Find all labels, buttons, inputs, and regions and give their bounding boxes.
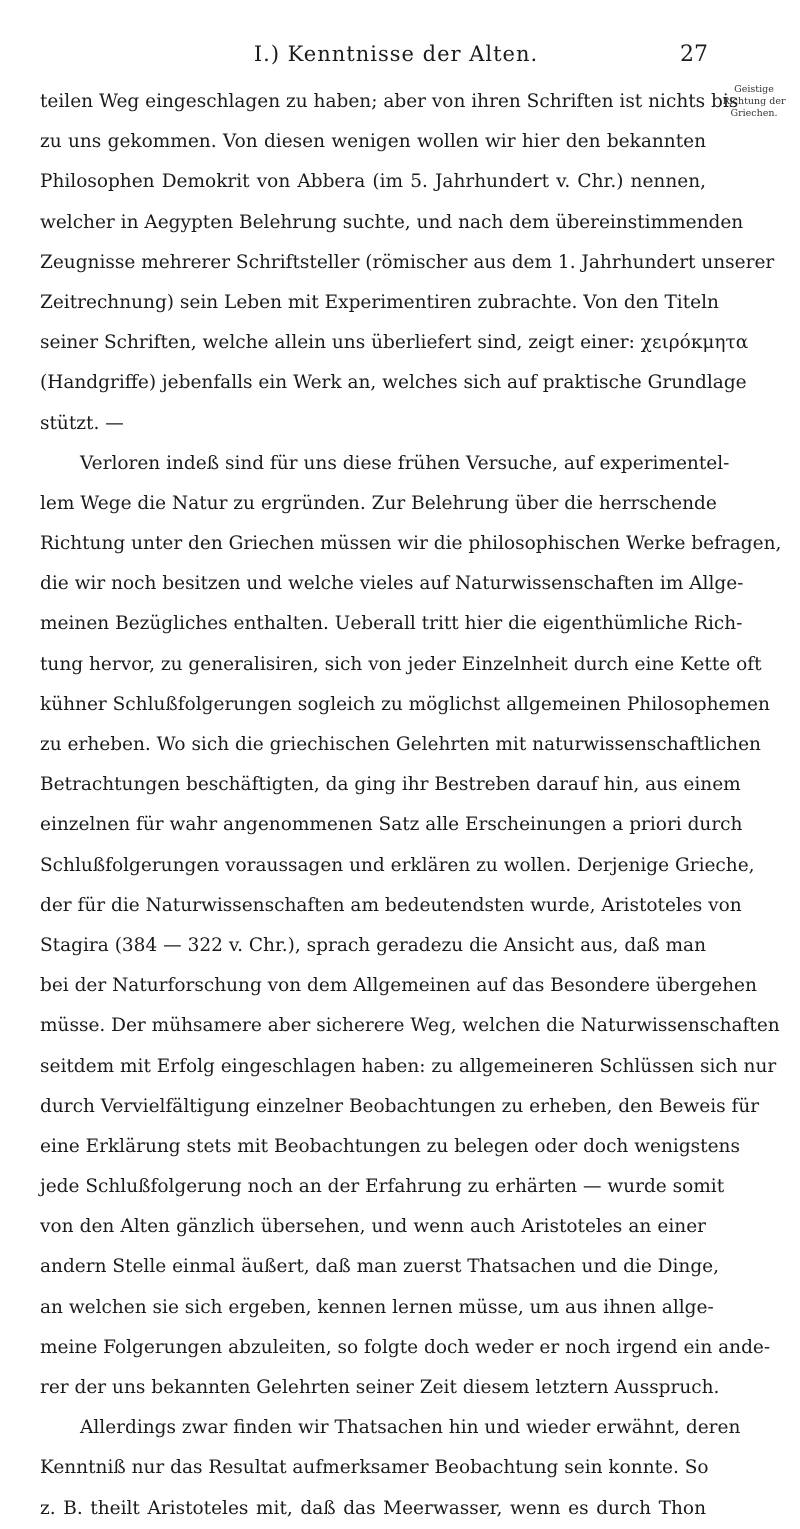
text-line: meine Folgerungen abzuleiten, so folgte doch weder er noch irgend ein ande-	[40, 1336, 771, 1358]
text-line: Philosophen Demokrit von Abbera (im 5. Jahrhundert v. Chr.) nennen,	[40, 171, 706, 193]
text-line: andern Stelle einmal äußert, daß man zuerst Thatsachen und die Dinge,	[40, 1256, 720, 1278]
text-line: Betrachtungen beschäftigten, da ging ihr Bestreben darauf hin, aus einem	[40, 774, 741, 796]
marginal-note: Geistige Richtung der Griechen.	[722, 84, 786, 119]
text-line: seiner Schriften, welche allein uns überliefert sind, zeigt einer: χειρόκμητα	[40, 332, 749, 354]
text-line: welcher in Aegypten Belehrung suchte, und nach dem übereinstimmenden	[40, 211, 744, 233]
text-line: zu erheben. Wo sich die griechischen Gelehrten mit naturwissenschaftlichen	[40, 734, 761, 755]
text-line: tung hervor, zu generalisiren, sich von jeder Einzelnheit durch eine Kette oft	[40, 653, 762, 675]
paragraph-start-line: Verloren indeß sind für uns diese frühen Versuche, auf experimentel-	[80, 452, 730, 474]
text-line: Kenntniß nur das Resultat aufmerksamer Beobachtung sein konnte. So	[40, 1457, 709, 1479]
text-line: die wir noch besitzen und welche vieles auf Naturwissenschaften im Allge-	[40, 573, 744, 595]
running-head: I.) Kenntnisse der Alten.	[253, 42, 539, 66]
text-line: kühner Schlußfolgerungen sogleich zu möglichst allgemeinen Philosophemen	[40, 693, 770, 715]
text-line: lem Wege die Natur zu ergründen. Zur Belehrung über die herrschende	[40, 492, 717, 514]
text-line: z. B. theilt Aristoteles mit, daß das Meerwasser, wenn es durch Thon	[40, 1497, 706, 1519]
text-line: teilen Weg eingeschlagen zu haben; aber von ihren Schriften ist nichts bis	[40, 91, 739, 112]
text-line: müsse. Der mühsamere aber sicherere Weg, welchen die Naturwissenschaften	[40, 1015, 780, 1037]
page-number: 27	[680, 42, 708, 67]
text-line: zu uns gekommen. Von diesen wenigen wollen wir hier den bekannten	[40, 131, 706, 153]
text-line: Zeitrechnung) sein Leben mit Experimentiren zubrachte. Von den Titeln	[40, 291, 719, 313]
page-header	[84, 42, 708, 72]
text-line: bei der Naturforschung von dem Allgemeinen auf das Besondere übergehen	[40, 975, 757, 997]
text-line: (Handgriffe) jebenfalls ein Werk an, welches sich auf praktische Grundlage	[40, 372, 747, 394]
text-line: von den Alten gänzlich übersehen, und wenn auch Aristoteles an einer	[40, 1216, 706, 1238]
text-line: rer der uns bekannten Gelehrten seiner Zeit diesem letztern Ausspruch.	[40, 1377, 720, 1398]
text-line: eine Erklärung stets mit Beobachtungen zu belegen oder doch wenigstens	[40, 1135, 740, 1157]
text-line: Schlußfolgerungen voraussagen und erklären zu wollen. Derjenige Grieche,	[40, 854, 755, 876]
paragraph-start-line: Allerdings zwar finden wir Thatsachen hin und wieder erwähnt, deren	[80, 1417, 741, 1439]
text-line: durch Vervielfältigung einzelner Beobachtungen zu erheben, den Beweis für	[40, 1095, 760, 1117]
text-line: meinen Bezügliches enthalten. Ueberall tritt hier die eigenthümliche Rich-	[40, 613, 743, 635]
text-line: an welchen sie sich ergeben, kennen lernen müsse, um aus ihnen allge-	[40, 1296, 714, 1318]
text-line: Stagira (384 — 322 v. Chr.), sprach geradezu die Ansicht aus, daß man	[40, 934, 706, 956]
text-line: einzelnen für wahr angenommenen Satz alle Erscheinungen a priori durch	[40, 814, 743, 836]
text-line: Richtung unter den Griechen müssen wir die philosophischen Werke befragen,	[40, 533, 782, 555]
text-line: stützt. —	[40, 412, 124, 434]
text-line: Zeugnisse mehrerer Schriftsteller (römischer aus dem 1. Jahrhundert unserer	[40, 251, 775, 273]
text-line: seitdem mit Erfolg eingeschlagen haben: zu allgemeineren Schlüssen sich nur	[40, 1055, 777, 1077]
text-line: jede Schlußfolgerung noch an der Erfahrung zu erhärten — wurde somit	[40, 1176, 725, 1198]
text-line: der für die Naturwissenschaften am bedeutendsten wurde, Aristoteles von	[40, 894, 742, 916]
